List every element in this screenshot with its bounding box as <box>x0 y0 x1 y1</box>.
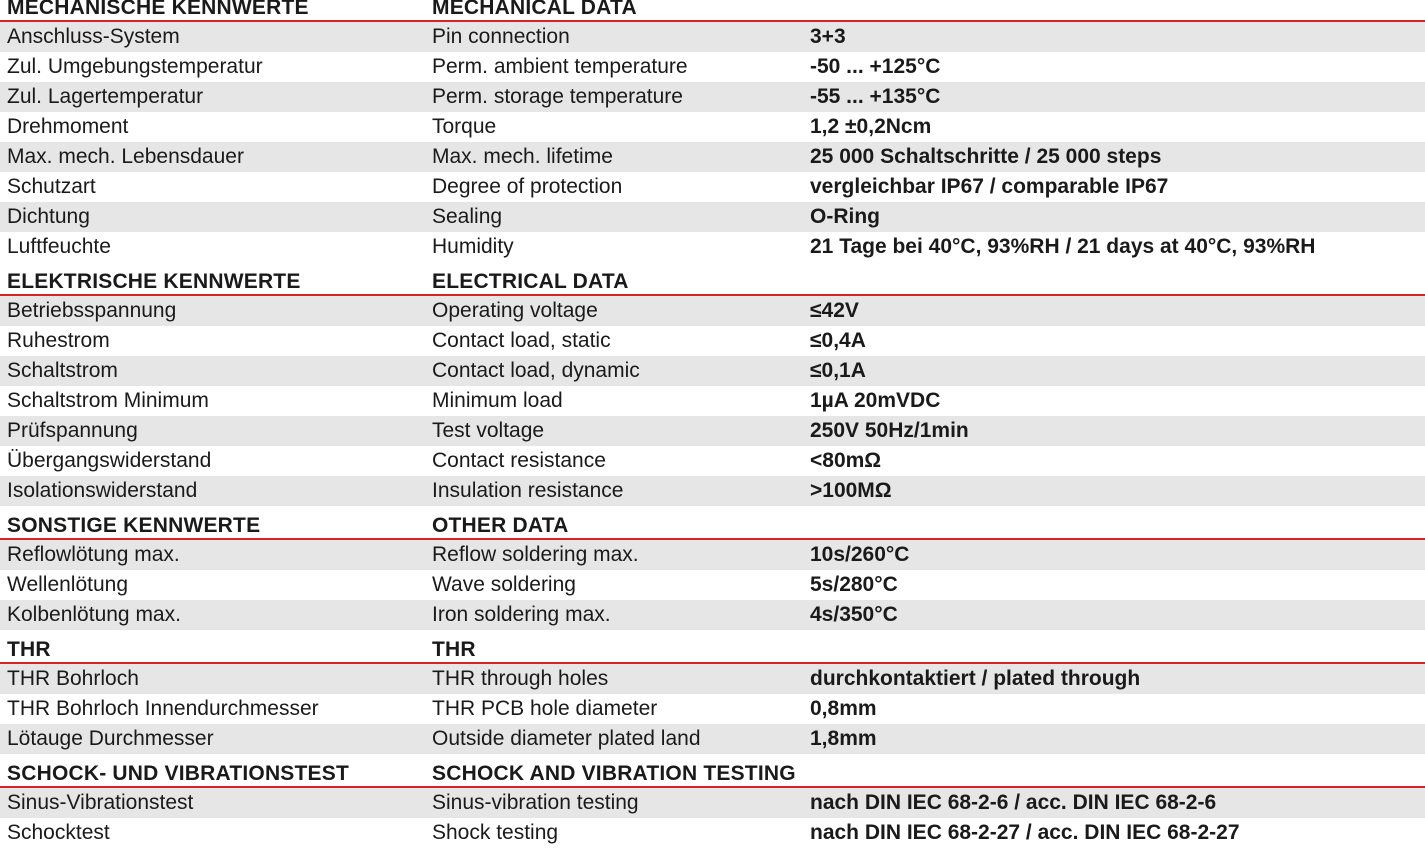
spec-value: 4s/350°C <box>810 603 898 626</box>
spec-row <box>0 142 1425 172</box>
spec-label-en: Outside diameter plated land <box>432 727 701 750</box>
spec-label-en: Reflow soldering max. <box>432 543 639 566</box>
spec-label-en: Contact load, static <box>432 329 611 352</box>
spec-row <box>0 416 1425 446</box>
section-title-en: ELECTRICAL DATA <box>432 270 629 293</box>
spec-value: ≤42V <box>810 299 859 322</box>
spec-value: ≤0,1A <box>810 359 866 382</box>
spec-value: 5s/280°C <box>810 573 898 596</box>
spec-label-de: Sinus-Vibrationstest <box>7 791 194 814</box>
spec-value: -55 ... +135°C <box>810 85 941 108</box>
spec-row <box>0 694 1425 724</box>
spec-row <box>0 818 1425 848</box>
spec-value: vergleichbar IP67 / comparable IP67 <box>810 175 1169 198</box>
spec-label-de: THR Bohrloch <box>7 667 139 690</box>
spec-row <box>0 52 1425 82</box>
spec-value: ≤0,4A <box>810 329 866 352</box>
section-title-en: THR <box>432 638 476 661</box>
spec-label-en: Wave soldering <box>432 573 576 596</box>
spec-label-en: Insulation resistance <box>432 479 624 502</box>
spec-value: 21 Tage bei 40°C, 93%RH / 21 days at 40°C, 93%RH <box>810 235 1316 258</box>
spec-value: 0,8mm <box>810 697 877 720</box>
spec-row <box>0 112 1425 142</box>
spec-row <box>0 446 1425 476</box>
spec-label-en: Operating voltage <box>432 299 598 322</box>
spec-label-en: Torque <box>432 115 497 138</box>
spec-label-de: Zul. Umgebungstemperatur <box>7 55 263 78</box>
section-header <box>0 0 1425 22</box>
spec-value: 25 000 Schaltschritte / 25 000 steps <box>810 145 1162 168</box>
spec-label-en: THR through holes <box>432 667 609 690</box>
spec-label-en: Perm. ambient temperature <box>432 55 688 78</box>
spec-label-en: Humidity <box>432 235 514 258</box>
spec-row <box>0 540 1425 570</box>
spec-label-de: Schocktest <box>7 821 110 844</box>
spec-label-en: Iron soldering max. <box>432 603 611 626</box>
spec-row <box>0 82 1425 112</box>
spec-row <box>0 22 1425 52</box>
spec-row <box>0 386 1425 416</box>
spec-label-en: Degree of protection <box>432 175 623 198</box>
section-4 <box>0 762 1425 848</box>
spec-row <box>0 600 1425 630</box>
spec-row <box>0 788 1425 818</box>
spec-label-de: Schaltstrom Minimum <box>7 389 209 412</box>
section-title-en: OTHER DATA <box>432 514 569 537</box>
spec-value: 1,2 ±0,2Ncm <box>810 115 932 138</box>
spec-value: 3+3 <box>810 25 846 48</box>
spec-label-de: Schaltstrom <box>7 359 118 382</box>
spec-label-de: Zul. Lagertemperatur <box>7 85 204 108</box>
spec-label-en: Perm. storage temperature <box>432 85 683 108</box>
spec-label-en: THR PCB hole diameter <box>432 697 658 720</box>
spec-value: 10s/260°C <box>810 543 910 566</box>
spec-value: durchkontaktiert / plated through <box>810 667 1141 690</box>
spec-value: 1,8mm <box>810 727 877 750</box>
section-title-de: SONSTIGE KENNWERTE <box>7 514 261 537</box>
section-header <box>0 638 1425 664</box>
spec-label-de: Betriebsspannung <box>7 299 177 322</box>
spec-label-de: Drehmoment <box>7 115 129 138</box>
spec-value: nach DIN IEC 68-2-6 / acc. DIN IEC 68-2-6 <box>810 791 1217 814</box>
spec-label-de: Übergangswiderstand <box>7 449 212 472</box>
spec-row <box>0 326 1425 356</box>
spec-label-en: Test voltage <box>432 419 545 442</box>
spec-label-de: Wellenlötung <box>7 573 129 596</box>
spec-label-en: Contact load, dynamic <box>432 359 640 382</box>
spec-value: O-Ring <box>810 205 880 228</box>
spec-value: <80mΩ <box>810 449 882 472</box>
spec-label-en: Minimum load <box>432 389 563 412</box>
spec-row <box>0 664 1425 694</box>
spec-label-de: Lötauge Durchmesser <box>7 727 214 750</box>
spec-value: 250V 50Hz/1min <box>810 419 969 442</box>
spec-label-en: Contact resistance <box>432 449 606 472</box>
section-title-de: SCHOCK- UND VIBRATIONSTEST <box>7 762 349 785</box>
section-header <box>0 514 1425 540</box>
spec-label-de: Anschluss-System <box>7 25 180 48</box>
spec-label-de: Reflowlötung max. <box>7 543 180 566</box>
spec-label-de: THR Bohrloch Innendurchmesser <box>7 697 319 720</box>
spec-label-de: Luftfeuchte <box>7 235 111 258</box>
section-title-en: MECHANICAL DATA <box>432 0 637 19</box>
spec-value: -50 ... +125°C <box>810 55 941 78</box>
spec-row <box>0 356 1425 386</box>
spec-row <box>0 172 1425 202</box>
section-1 <box>0 270 1425 506</box>
section-title-en: SCHOCK AND VIBRATION TESTING <box>432 762 796 785</box>
section-header <box>0 762 1425 788</box>
spec-label-en: Max. mech. lifetime <box>432 145 613 168</box>
spec-row <box>0 570 1425 600</box>
section-header <box>0 270 1425 296</box>
spec-label-de: Isolationswiderstand <box>7 479 198 502</box>
section-3 <box>0 638 1425 754</box>
spec-row <box>0 724 1425 754</box>
section-title-de: THR <box>7 638 51 661</box>
spec-label-de: Ruhestrom <box>7 329 110 352</box>
spec-label-de: Max. mech. Lebensdauer <box>7 145 244 168</box>
spec-label-de: Prüfspannung <box>7 419 138 442</box>
spec-label-de: Schutzart <box>7 175 96 198</box>
spec-value: 1µA 20mVDC <box>810 389 941 412</box>
spec-row <box>0 476 1425 506</box>
spec-label-en: Pin connection <box>432 25 570 48</box>
section-0 <box>0 0 1425 262</box>
spec-row <box>0 232 1425 262</box>
section-title-de: MECHANISCHE KENNWERTE <box>7 0 309 19</box>
spec-value: >100MΩ <box>810 479 892 502</box>
spec-row <box>0 296 1425 326</box>
spec-label-de: Dichtung <box>7 205 90 228</box>
spec-value: nach DIN IEC 68-2-27 / acc. DIN IEC 68-2-27 <box>810 821 1240 844</box>
section-2 <box>0 514 1425 630</box>
spec-label-en: Shock testing <box>432 821 559 844</box>
section-title-de: ELEKTRISCHE KENNWERTE <box>7 270 301 293</box>
spec-label-de: Kolbenlötung max. <box>7 603 181 626</box>
spec-label-en: Sinus-vibration testing <box>432 791 639 814</box>
spec-label-en: Sealing <box>432 205 503 228</box>
spec-row <box>0 202 1425 232</box>
